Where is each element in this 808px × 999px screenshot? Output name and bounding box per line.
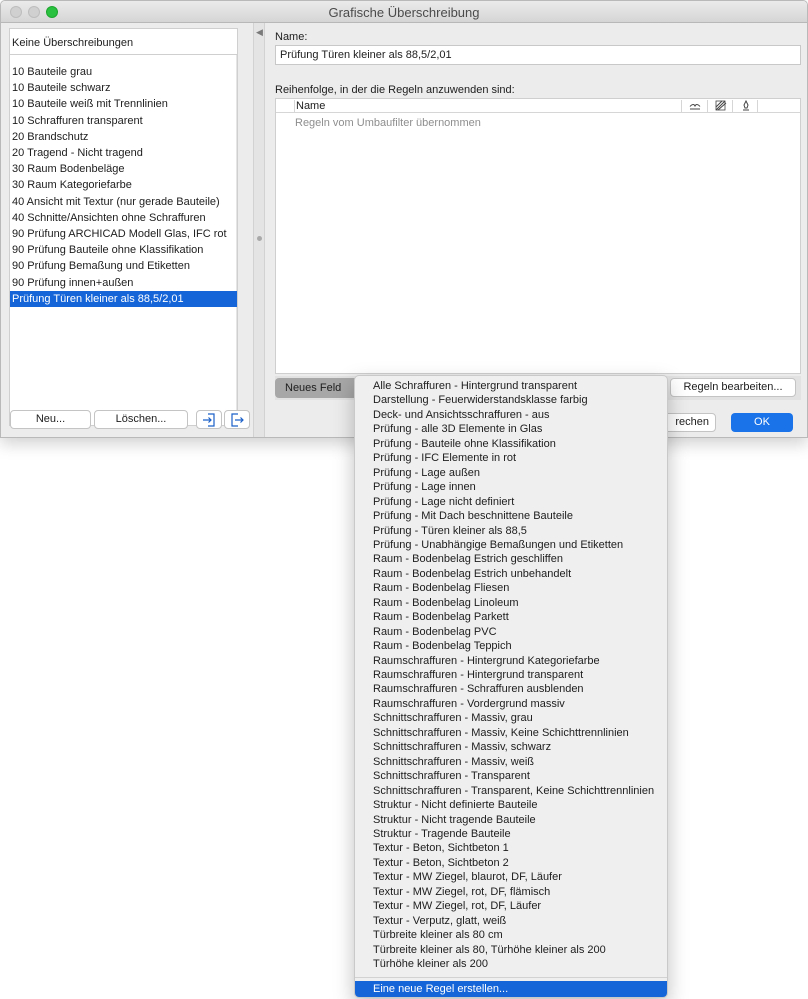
menu-item[interactable]: Struktur - Tragende Bauteile <box>373 827 511 840</box>
new-button[interactable]: Neu... <box>10 410 91 429</box>
menu-item[interactable]: Raumschraffuren - Schraffuren ausblenden <box>373 683 584 696</box>
menu-item[interactable]: Schnittschraffuren - Transparent, Keine Schichttrennlinien <box>373 784 655 797</box>
ok-button[interactable]: OK <box>731 413 793 432</box>
list-item[interactable]: 10 Bauteile schwarz <box>12 82 111 95</box>
menu-item[interactable]: Türbreite kleiner als 80, Türhöhe kleiner als 200 <box>373 943 606 956</box>
list-item[interactable]: 10 Schraffuren transparent <box>12 114 143 127</box>
menu-item[interactable]: Deck- und Ansichtsschraffuren - aus <box>373 408 550 421</box>
export-icon <box>229 413 245 427</box>
menu-item[interactable]: Prüfung - alle 3D Elemente in Glas <box>373 423 543 436</box>
rules-table[interactable] <box>275 98 801 374</box>
list-item[interactable]: Prüfung Türen kleiner als 88,5/2,01 <box>10 291 237 307</box>
override-list-pane <box>1 23 253 438</box>
import-icon <box>201 413 217 427</box>
name-field[interactable]: Prüfung Türen kleiner als 88,5/2,01 <box>275 45 801 65</box>
pattern-column-icon[interactable] <box>715 100 727 114</box>
menu-item[interactable]: Prüfung - Unabhängige Bemaßungen und Etiketten <box>373 538 624 551</box>
delete-button[interactable]: Löschen... <box>94 410 188 429</box>
pen-column-icon[interactable] <box>740 100 752 114</box>
menu-item-create-rule[interactable]: Eine neue Regel erstellen... <box>355 981 667 997</box>
list-item[interactable]: 40 Ansicht mit Textur (nur gerade Bauteile) <box>12 195 220 208</box>
menu-item[interactable]: Raum - Bodenbelag Teppich <box>373 640 512 653</box>
collapse-arrow-icon[interactable]: ◀ <box>256 27 263 37</box>
list-item[interactable]: 90 Prüfung Bemaßung und Etiketten <box>12 260 190 273</box>
menu-item[interactable]: Textur - MW Ziegel, rot, DF, Läufer <box>373 900 542 913</box>
export-button[interactable] <box>224 410 250 429</box>
menu-item[interactable]: Prüfung - Lage nicht definiert <box>373 495 515 508</box>
override-dialog <box>0 0 808 438</box>
list-item[interactable]: 10 Bauteile grau <box>12 66 93 78</box>
menu-item[interactable]: Raumschraffuren - Hintergrund transparent <box>373 669 584 681</box>
menu-item[interactable]: Türbreite kleiner als 80 cm <box>373 929 503 942</box>
menu-item[interactable]: Struktur - Nicht tragende Bauteile <box>373 813 536 826</box>
order-label: Reihenfolge, in der die Regeln anzuwenden sind: <box>275 84 515 96</box>
list-item[interactable]: 40 Schnitte/Ansichten ohne Schraffuren <box>12 211 206 224</box>
list-item[interactable]: 20 Tragend - Nicht tragend <box>12 147 143 159</box>
menu-item[interactable]: Struktur - Nicht definierte Bauteile <box>373 799 538 812</box>
list-item[interactable]: 90 Prüfung Bauteile ohne Klassifikation <box>12 244 204 257</box>
menu-item[interactable]: Prüfung - Bauteile ohne Klassifikation <box>373 437 556 450</box>
override-list[interactable] <box>9 28 238 426</box>
menu-item[interactable]: Darstellung - Feuerwiderstandsklasse farbig <box>373 394 588 407</box>
menu-item[interactable]: Raum - Bodenbelag Fliesen <box>373 582 510 595</box>
list-item[interactable]: 10 Bauteile weiß mit Trennlinien <box>12 98 168 111</box>
column-header-name[interactable]: Name <box>296 100 326 112</box>
new-field-button[interactable] <box>275 378 365 398</box>
new-field-menu <box>354 375 668 998</box>
edit-rules-button[interactable]: Regeln bearbeiten... <box>670 378 796 397</box>
rules-placeholder: Regeln vom Umbaufilter übernommen <box>295 117 481 129</box>
new-field-label: Neues Feld <box>285 382 342 394</box>
menu-item[interactable]: Alle Schraffuren - Hintergrund transparent <box>373 380 578 392</box>
menu-item[interactable]: Raum - Bodenbelag Linoleum <box>373 596 519 609</box>
cancel-button[interactable]: rechen <box>662 413 716 432</box>
menu-item[interactable]: Textur - Verputz, glatt, weiß <box>373 914 507 927</box>
menu-item[interactable]: Schnittschraffuren - Transparent <box>373 770 530 783</box>
menu-item[interactable]: Raum - Bodenbelag Estrich geschliffen <box>373 553 563 566</box>
import-button[interactable] <box>196 410 222 429</box>
menu-item[interactable]: Schnittschraffuren - Massiv, Keine Schichttrennlinien <box>373 726 629 739</box>
menu-item[interactable]: Textur - MW Ziegel, rot, DF, flämisch <box>373 885 551 898</box>
menu-item[interactable]: Raum - Bodenbelag Estrich unbehandelt <box>373 567 572 580</box>
menu-item[interactable]: Raumschraffuren - Vordergrund massiv <box>373 697 565 710</box>
list-item-none[interactable]: Keine Überschreibungen <box>10 29 237 55</box>
menu-item[interactable]: Textur - Beton, Sichtbeton 2 <box>373 856 509 869</box>
menu-item[interactable]: Schnittschraffuren - Massiv, weiß <box>373 755 534 768</box>
menu-item[interactable]: Raum - Bodenbelag PVC <box>373 625 497 638</box>
menu-item[interactable]: Prüfung - Lage außen <box>373 466 481 479</box>
menu-item[interactable]: Prüfung - Türen kleiner als 88,5 <box>373 524 527 537</box>
list-item[interactable]: 20 Brandschutz <box>12 130 89 143</box>
menu-item[interactable]: Textur - Beton, Sichtbeton 1 <box>373 842 509 855</box>
menu-item[interactable]: Prüfung - Lage innen <box>373 481 476 494</box>
list-item[interactable]: 90 Prüfung ARCHICAD Modell Glas, IFC rot <box>12 228 227 240</box>
menu-item[interactable]: Textur - MW Ziegel, blaurot, DF, Läufer <box>373 871 562 884</box>
menu-item[interactable]: Prüfung - IFC Elemente in rot <box>373 452 517 465</box>
title-bar[interactable] <box>1 1 807 23</box>
menu-item[interactable]: Prüfung - Mit Dach beschnittene Bauteile <box>373 510 573 523</box>
menu-item[interactable]: Raum - Bodenbelag Parkett <box>373 611 509 624</box>
rules-table-header <box>276 99 800 113</box>
name-label: Name: <box>275 31 308 43</box>
menu-separator <box>355 977 667 978</box>
menu-item[interactable]: Schnittschraffuren - Massiv, grau <box>373 712 533 725</box>
pane-splitter[interactable] <box>253 23 265 438</box>
menu-item[interactable]: Raumschraffuren - Hintergrund Kategoriefarbe <box>373 654 600 667</box>
window-title: Grafische Überschreibung <box>328 5 480 20</box>
fill-column-icon[interactable] <box>689 100 701 114</box>
menu-item[interactable]: Schnittschraffuren - Massiv, schwarz <box>373 741 552 754</box>
list-item[interactable]: 30 Raum Bodenbeläge <box>12 163 125 176</box>
list-item[interactable]: 30 Raum Kategoriefarbe <box>12 179 132 192</box>
menu-item[interactable]: Türhöhe kleiner als 200 <box>373 958 488 970</box>
list-item[interactable]: 90 Prüfung innen+außen <box>12 276 134 289</box>
splitter-handle[interactable] <box>257 236 262 241</box>
